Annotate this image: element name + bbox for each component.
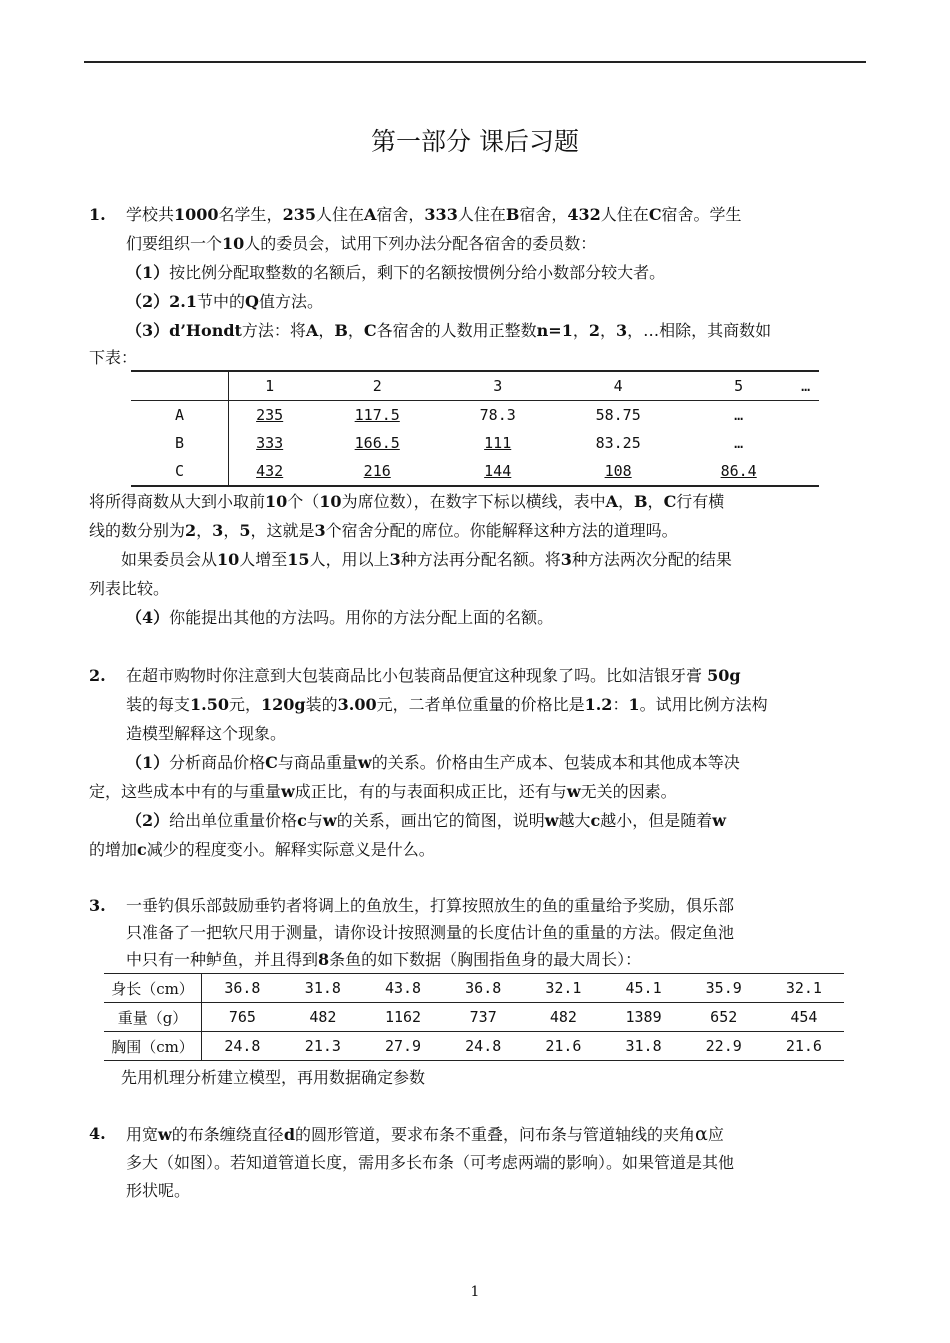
table-cell: 32.1 [523,974,603,1003]
table-cell: 22.9 [705,1037,742,1055]
table-cell: 31.8 [625,1037,662,1055]
row-label: 胸围（cm） [104,1032,202,1061]
table-cell: 21.6 [785,1037,822,1055]
table-cell: 765 [202,1003,283,1032]
q4-line-3: 形状呢。 [126,1181,191,1200]
q2-line-1: 在超市购物时你注意到大包装商品比小包装商品便宜这种现象了吗。比如洁银牙膏 50g [126,666,741,685]
q2-line-2: 装的每支1.50元，120g装的3.00元，二者单位重量的价格比是1.2：1。试用比例方法构 [126,695,768,714]
row-label: 重量（g） [104,1003,202,1032]
table-cell: 2 [310,371,444,401]
q1-after-4: 列表比较。 [89,579,170,598]
q2-item-1-cont: 定，这些成本中有的与重量w成正比，有的与表面积成正比，还有与w无关的因素。 [89,782,677,801]
table-cell: 24.8 [465,1037,502,1055]
table-cell: 482 [523,1003,603,1032]
table-row [104,1003,844,1032]
q3-line-3: 中只有一种鲈鱼，并且得到8条鱼的如下数据（胸围指鱼身的最大周长）： [126,950,642,969]
table-cell: 482 [283,1003,363,1032]
row-label: B [131,429,229,457]
table-cell: 21.6 [545,1037,582,1055]
table-cell: 111 [484,434,512,452]
q4-line-2: 多大（如图）。若知道管道长度，需用多长布条（可考虑两端的影响）。如果管道是其他 [126,1153,735,1172]
row-label: C [131,457,229,486]
table-cell: 235 [256,406,284,424]
table-cell: 117.5 [354,406,400,424]
q3-line-2: 只准备了一把软尺用于测量，请你设计按照测量的长度估计鱼的重量的方法。假定鱼池 [126,923,735,942]
q1-item-1: （1）按比例分配取整数的名额后，剩下的名额按惯例分给小数部分较大者。 [126,263,666,282]
table-cell: 36.8 [202,974,283,1003]
alpha-symbol: α [695,1123,708,1145]
header-rule [84,61,866,63]
table-cell: 86.4 [720,462,757,480]
question-number-2: 2. [89,666,106,685]
q2-item-2-cont: 的增加c减少的程度变小。解释实际意义是什么。 [89,840,435,859]
q1-line-2: 们要组织一个10人的委员会，试用下列办法分配各宿舍的委员数： [126,234,597,253]
table-cell: 737 [443,1003,523,1032]
table-cell: 35.9 [684,974,764,1003]
table-cell: 144 [484,462,512,480]
q1-item-3-cont: 下表： [89,348,138,367]
table-cell: 58.75 [595,406,641,424]
q2-line-3: 造模型解释这个现象。 [126,724,287,743]
table-cell [792,429,819,457]
table-cell: 166.5 [354,434,400,452]
table-cell: … [792,371,819,401]
table-cell: … [734,434,744,452]
table-cell: 4 [551,371,685,401]
table-cell: 216 [363,462,391,480]
table-cell: 43.8 [363,974,443,1003]
table-cell: 83.25 [595,434,641,452]
q1-line-1: 学校共1000名学生，235人住在A宿舍，333人住在B宿舍，432人住在C宿舍。学生 [126,205,742,224]
question-number-3: 3. [89,896,106,915]
row-label: 身长（cm） [104,974,202,1003]
q3-after: 先用机理分析建立模型，再用数据确定参数 [121,1068,426,1087]
table-row [131,457,819,486]
table-cell: 108 [604,462,632,480]
q1-after-1: 将所得商数从大到小取前10个（10为席位数），在数字下标以横线，表中A，B，C行有横 [89,492,725,511]
table-cell: 652 [684,1003,764,1032]
q1-item-2: （2）2.1节中的Q值方法。 [126,292,323,311]
table-cell: 31.8 [283,974,363,1003]
table-cell: 454 [764,1003,844,1032]
table-cell: 24.8 [224,1037,261,1055]
q3-line-1: 一垂钓俱乐部鼓励垂钓者将调上的鱼放生，打算按照放生的鱼的重量给予奖励，俱乐部 [126,896,735,915]
table-cell [792,401,819,430]
table-cell: 78.3 [479,406,516,424]
page-title: 第一部分 课后习题 [371,127,579,156]
q4-line-1: 用宽w的布条缠绕直径d的圆形管道，要求布条不重叠，问布条与管道轴线的夹角α应 [126,1123,724,1145]
page-number: 1 [470,1284,480,1300]
q1-item-4: （4）你能提出其他的方法吗。用你的方法分配上面的名额。 [126,608,554,627]
table-cell: 5 [685,371,792,401]
table-cell: 432 [256,462,284,480]
table-row [131,401,819,430]
table-cell: … [734,406,744,424]
table-cell [131,371,229,401]
q2-item-2: （2）给出单位重量价格c与w的关系，画出它的简图，说明w越大c越小，但是随着w [126,811,727,830]
table-cell: 1389 [603,1003,683,1032]
table-cell: 32.1 [764,974,844,1003]
table-cell: 45.1 [603,974,683,1003]
table-cell [792,457,819,486]
table-row [131,429,819,457]
fish-data-table [104,973,844,1061]
table-cell: 1162 [363,1003,443,1032]
table-cell: 3 [444,371,551,401]
dhondt-table [131,370,819,487]
q1-after-2: 线的数分别为2，3，5，这就是3个宿舍分配的席位。你能解释这种方法的道理吗。 [89,521,678,540]
question-number-4: 4. [89,1124,106,1143]
row-label: A [131,401,229,430]
table-cell: 27.9 [384,1037,422,1055]
table-row [104,1032,844,1061]
table-cell: 333 [256,434,284,452]
table-row [104,974,844,1003]
table-cell: 21.3 [304,1037,341,1055]
table-header-row [131,371,819,401]
q1-item-3: （3）d’Hondt方法：将A，B，C各宿舍的人数用正整数n=1，2，3，…相除，其商数如 [126,321,772,340]
q2-item-1: （1）分析商品价格C与商品重量w的关系。价格由生产成本、包装成本和其他成本等决 [126,753,740,772]
table-cell: 36.8 [443,974,523,1003]
question-number-1: 1. [89,205,106,224]
q1-after-3: 如果委员会从10人增至15人，用以上3种方法再分配名额。将3种方法两次分配的结果 [121,550,732,569]
table-cell: 1 [229,371,311,401]
